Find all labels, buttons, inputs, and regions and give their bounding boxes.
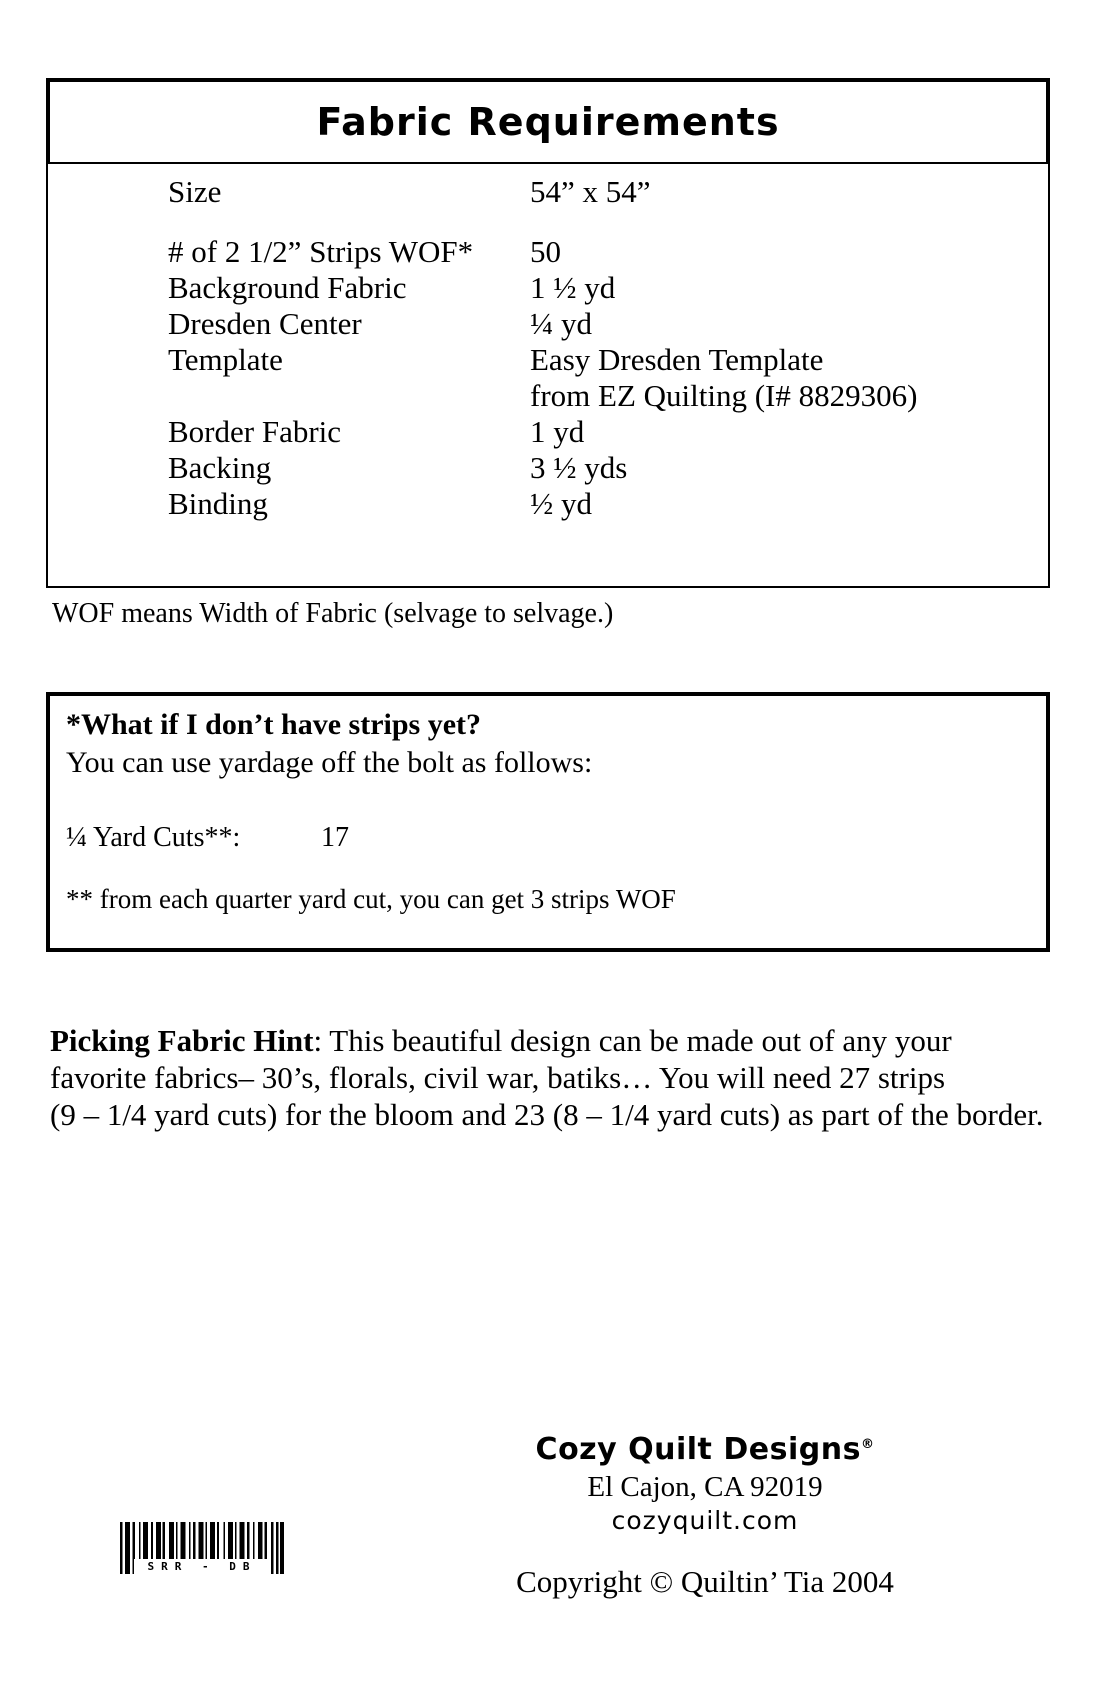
row-label: Background Fabric — [168, 270, 407, 305]
registered-mark: ® — [860, 1437, 875, 1452]
strips-yardage-box — [46, 692, 1050, 952]
fabric-requirements-title: Fabric Requirements — [46, 78, 1050, 164]
table-row-template — [168, 342, 1038, 414]
table-row-border-fabric — [168, 414, 1038, 450]
picking-fabric-hint — [50, 1022, 1070, 1133]
row-value — [530, 342, 1038, 414]
row-label: Size — [168, 174, 222, 209]
publisher-address: El Cajon, CA 92019 — [587, 1471, 823, 1503]
row-label: Backing — [168, 450, 272, 485]
quarter-yard-cuts-row — [66, 822, 1026, 854]
fabric-requirements-table — [46, 164, 1050, 588]
hint-line-2: favorite fabrics– 30’s, florals, civil war, batiks… You will need 27 strips — [50, 1060, 946, 1095]
hint-line-1 — [50, 1022, 1070, 1059]
quarter-yard-cuts-value: 17 — [321, 822, 349, 853]
quarter-yard-cuts-label: ¼ Yard Cuts**: — [66, 822, 241, 853]
table-row-size — [168, 174, 1038, 210]
table-row-binding — [168, 486, 1038, 522]
wof-footnote: WOF means Width of Fabric (selvage to selvage.) — [52, 598, 614, 629]
row-value: 3 ½ yds — [530, 450, 628, 485]
row-value: 54” x 54” — [530, 174, 651, 209]
row-value: ½ yd — [530, 486, 592, 521]
row-label: Dresden Center — [168, 306, 362, 341]
barcode-label: SRR - DB — [134, 1559, 270, 1574]
row-value: 50 — [530, 234, 561, 269]
publisher-website: cozyquilt.com — [611, 1506, 799, 1535]
row-value: 1 ½ yd — [530, 270, 616, 305]
brand-logo-text — [430, 1425, 980, 1470]
copyright-line: Copyright © Quiltin’ Tia 2004 — [516, 1564, 894, 1599]
table-row-dresden-center — [168, 306, 1038, 342]
row-label: # of 2 1/2” Strips WOF* — [168, 234, 474, 269]
fabric-requirements-box — [46, 78, 1050, 588]
strips-box-heading: *What if I don’t have strips yet? — [66, 708, 482, 741]
row-label: Border Fabric — [168, 414, 342, 449]
brand-name: Cozy Quilt Designs — [535, 1432, 861, 1467]
barcode — [120, 1522, 284, 1574]
strips-box-footnote: ** from each quarter yard cut, you can get 3 strips WOF — [66, 884, 676, 914]
row-label: Template — [168, 342, 283, 377]
hint-label: Picking Fabric Hint — [50, 1023, 314, 1058]
row-value-line1: Easy Dresden Template — [530, 342, 824, 377]
strips-box-subheading: You can use yardage off the bolt as follows: — [66, 746, 593, 779]
row-label: Binding — [168, 486, 268, 521]
table-row-background-fabric — [168, 270, 1038, 306]
table-row-backing — [168, 450, 1038, 486]
hint-line-3: (9 – 1/4 yard cuts) for the bloom and 23 (8 – 1/4 yard cuts) as part of the border. — [50, 1097, 1044, 1132]
hint-line-1-text: : This beautiful design can be made out of any your — [313, 1023, 952, 1058]
row-value-line2: from EZ Quilting (I# 8829306) — [530, 378, 918, 413]
row-value: 1 yd — [530, 414, 585, 449]
publisher-block — [430, 1425, 980, 1600]
table-row-strips — [168, 234, 1038, 270]
row-value: ¼ yd — [530, 306, 592, 341]
